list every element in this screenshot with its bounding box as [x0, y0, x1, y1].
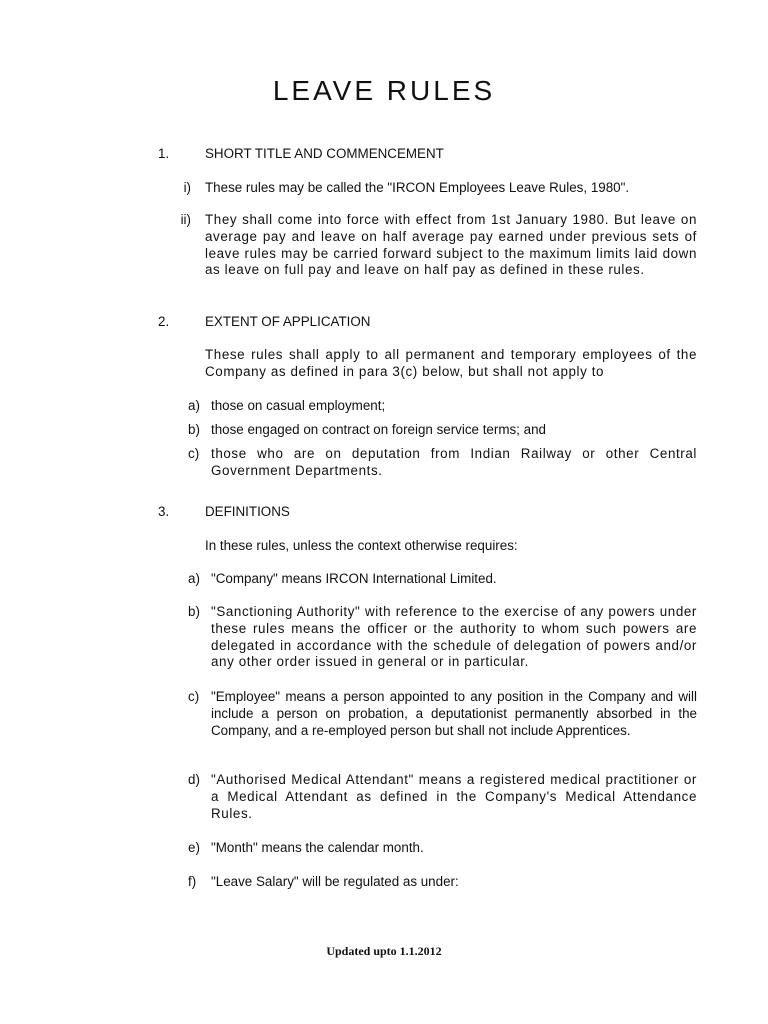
list-marker: f)	[188, 874, 197, 889]
list-item-text: "Leave Salary" will be regulated as under:	[211, 874, 459, 889]
section-intro: These rules shall apply to all permanent and temporary employees of the Company as defined in para 3(c) below, but shall not apply to	[205, 347, 697, 379]
list-marker: c)	[188, 689, 200, 704]
list-marker: d)	[188, 772, 200, 787]
list-marker: a)	[188, 571, 200, 586]
section-heading: SHORT TITLE AND COMMENCEMENT	[205, 146, 444, 161]
section-intro: In these rules, unless the context otherwise requires:	[205, 538, 518, 553]
list-marker: b)	[188, 604, 200, 619]
list-item-text: those engaged on contract on foreign service terms; and	[211, 422, 546, 437]
list-item-text: "Employee" means a person appointed to any position in the Company and will include a person on probation, a deputationist permanently absorbed in the Company, and a re-employed person but shall not include Apprentices.	[211, 689, 697, 738]
section-number: 2.	[158, 314, 170, 329]
section-number: 1.	[158, 146, 170, 161]
list-item-text: "Month" means the calendar month.	[211, 840, 424, 855]
section-number: 3.	[158, 504, 170, 519]
list-item-text: those on casual employment;	[211, 398, 386, 413]
list-marker: a)	[188, 398, 200, 413]
page-footer: Updated upto 1.1.2012	[326, 944, 442, 958]
list-item-text: "Sanctioning Authority" with reference to the exercise of any powers under these rules means the officer or the authority to whom such powers are delegated in accordance with the schedule of delegation of powers and/or any other order issued in general or in particular.	[211, 604, 697, 670]
list-marker: i)	[183, 180, 191, 195]
list-item-text: "Company" means IRCON International Limited.	[211, 571, 497, 586]
list-item-text: These rules may be called the "IRCON Employees Leave Rules, 1980".	[205, 180, 630, 195]
list-item-text: those who are on deputation from Indian Railway or other Central Government Departments.	[211, 446, 697, 478]
section-heading: EXTENT OF APPLICATION	[205, 314, 371, 329]
list-item-text: "Authorised Medical Attendant" means a registered medical practitioner or a Medical Attendant as defined in the Company's Medical Attendance Rules.	[211, 772, 697, 821]
section-heading: DEFINITIONS	[205, 504, 290, 519]
list-marker: c)	[188, 446, 200, 461]
page-title: LEAVE RULES	[272, 75, 496, 106]
list-marker: ii)	[180, 212, 191, 227]
list-item-text: They shall come into force with effect from 1st January 1980. But leave on average pay and leave on half average pay earned under previous sets of leave rules may be carried forward subject to the maximum limits laid down as leave on full pay and leave on half pay as defined in these rules.	[205, 212, 697, 278]
list-marker: e)	[188, 840, 200, 855]
list-marker: b)	[188, 422, 200, 437]
